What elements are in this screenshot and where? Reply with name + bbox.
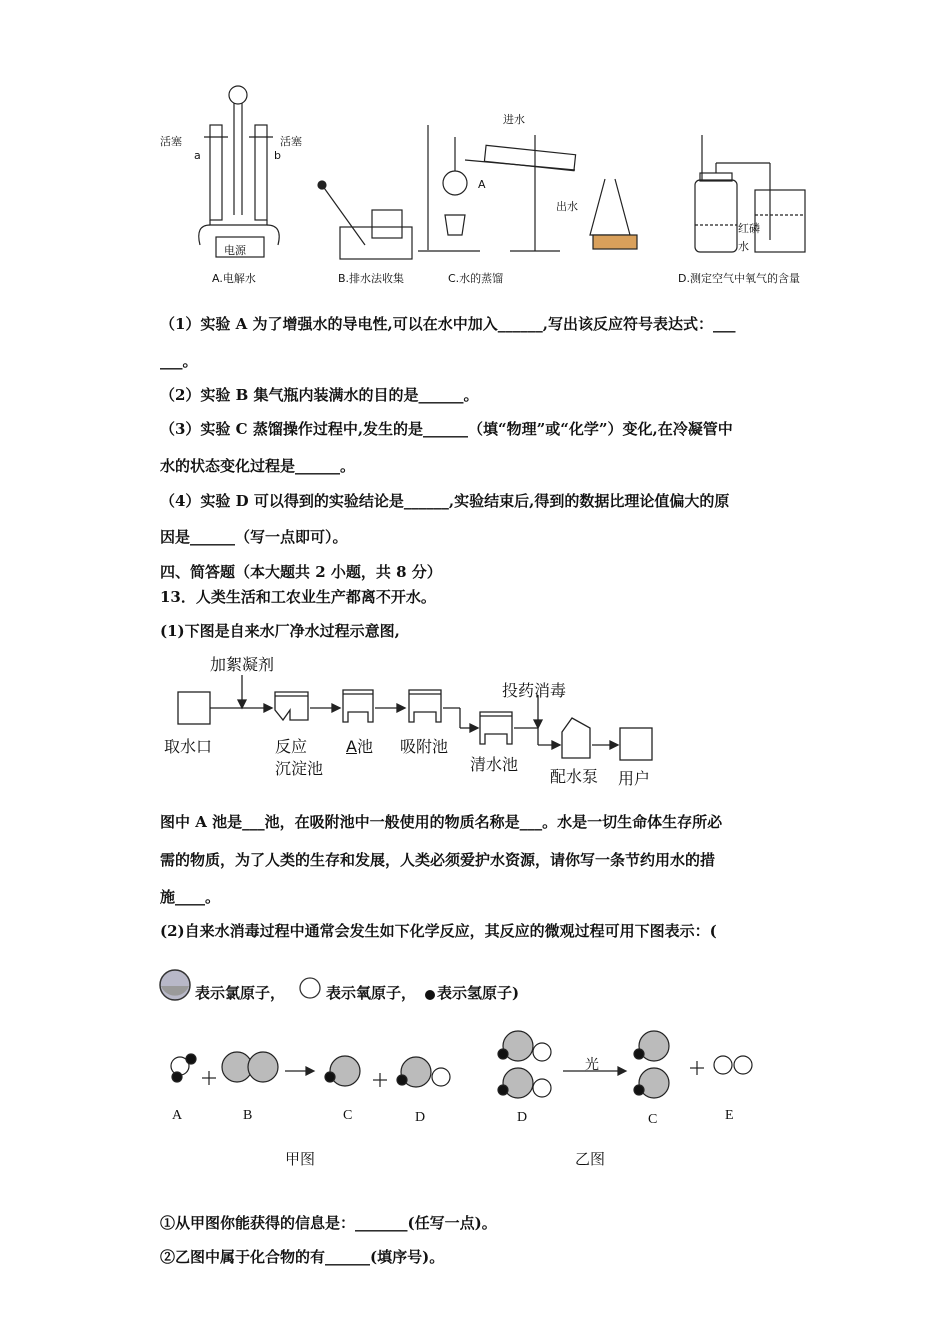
caption-b: B.排水法收集 bbox=[338, 272, 405, 285]
legend-h: 表示氢原子) bbox=[437, 984, 520, 1002]
a-stopcock-right-label: 活塞 bbox=[280, 135, 302, 148]
reaction-label-1: 反应 bbox=[275, 737, 308, 756]
user-box bbox=[620, 728, 652, 760]
c-outlet-label: 出水 bbox=[556, 200, 578, 213]
intake-label: 取水口 bbox=[164, 737, 213, 756]
a-power-label: 电源 bbox=[224, 244, 246, 257]
q4-line1: （4）实验 D 可以得到的实验结论是______,实验结束后,得到的数据比理论值偏大的原 bbox=[160, 492, 730, 510]
p1-line1: 图中 A 池是___池，在吸附池中一般使用的物质名称是___。水是一切生命体生存所必 bbox=[160, 813, 723, 831]
sub-question-1: ①从甲图你能获得的信息是：_______(任写一点)。 bbox=[160, 1214, 497, 1232]
c-flask-label: A bbox=[478, 178, 486, 191]
q2: （2）实验 B 集气瓶内装满水的目的是______。 bbox=[160, 386, 479, 404]
a-stopcock-left-label: 活塞 bbox=[160, 135, 182, 148]
section-heading: 四、简答题（本大题共 2 小题，共 8 分） bbox=[160, 563, 442, 581]
q4-line2: 因是______（写一点即可）。 bbox=[160, 528, 348, 546]
molecule-b-cl2 bbox=[248, 1052, 278, 1082]
adsorption-label: 吸附池 bbox=[400, 737, 449, 756]
p1-line2: 需的物质，为了人类的生存和发展，人类必须爱护水资源，请你写一条节约用水的措 bbox=[160, 851, 716, 869]
label-a: A bbox=[172, 1108, 183, 1123]
d-water-label: 水 bbox=[738, 240, 749, 253]
clear-pool-label: 清水池 bbox=[470, 755, 519, 774]
a-tube-left-label: a bbox=[194, 149, 201, 162]
caption-d: D.测定空气中氧气的含量 bbox=[678, 272, 800, 285]
molecule-c-cl bbox=[330, 1056, 360, 1086]
legend-cl: 表示氯原子， bbox=[195, 984, 286, 1002]
a-tube-right-label: b bbox=[274, 149, 281, 162]
flow-diagram bbox=[160, 650, 660, 790]
jia-title: 甲图 bbox=[285, 1150, 316, 1168]
caption-c: C.水的蒸馏 bbox=[448, 272, 504, 285]
p1-line3: 施____。 bbox=[160, 888, 221, 906]
apparatus-figure bbox=[150, 75, 830, 290]
pool-a-suffix: 池 bbox=[356, 737, 373, 756]
q1-line1: （1）实验 A 为了增强水的导电性,可以在水中加入______,写出该反应符号表达式：___ bbox=[160, 315, 736, 333]
label-c: C bbox=[343, 1108, 353, 1123]
label-b: B bbox=[243, 1108, 253, 1123]
label-yi-e: E bbox=[725, 1108, 734, 1123]
label-yi-c: C bbox=[648, 1112, 658, 1127]
reaction-drawing bbox=[160, 1020, 770, 1180]
caption-a: A.电解水 bbox=[212, 272, 256, 285]
coagulant-label: 加絮凝剂 bbox=[210, 655, 275, 674]
clear-pool bbox=[480, 712, 512, 744]
reaction-figure bbox=[160, 1020, 770, 1180]
yi-title: 乙图 bbox=[575, 1150, 606, 1168]
pool-a bbox=[343, 690, 373, 722]
pump-label: 配水泵 bbox=[550, 767, 599, 786]
pool-a-letter: A bbox=[346, 737, 357, 756]
q1-line2: ___。 bbox=[160, 352, 198, 370]
q13: 13．人类生活和工农业生产都离不开水。 bbox=[160, 588, 436, 606]
sub-question-2: ②乙图中属于化合物的有______(填序号)。 bbox=[160, 1248, 445, 1266]
label-yi-d: D bbox=[517, 1110, 528, 1125]
intake-box bbox=[178, 692, 210, 724]
oxygen-atom-icon bbox=[298, 976, 322, 1000]
q13-1: (1)下图是自来水厂净水过程示意图, bbox=[160, 622, 400, 640]
apparatus-drawing bbox=[150, 75, 830, 290]
adsorption-pool bbox=[409, 690, 441, 722]
q3-line2: 水的状态变化过程是______。 bbox=[160, 457, 356, 475]
q13-2: (2)自来水消毒过程中通常会发生如下化学反应，其反应的微观过程可用下图表示：( bbox=[160, 922, 717, 940]
light-label: 光 bbox=[585, 1057, 599, 1073]
hydrogen-atom-icon bbox=[423, 988, 437, 1002]
label-d: D bbox=[415, 1110, 426, 1125]
atom-legend bbox=[158, 968, 678, 1004]
pool-a-label bbox=[346, 734, 373, 757]
q3-line1: （3）实验 C 蒸馏操作过程中,发生的是______（填“物理”或“化学”）变化,在冷凝管中 bbox=[160, 420, 733, 438]
reaction-label-2: 沉淀池 bbox=[275, 759, 324, 778]
user-label: 用户 bbox=[618, 769, 651, 788]
pump-shape bbox=[562, 718, 590, 758]
chlorine-atom-icon bbox=[158, 968, 192, 1002]
legend-o: 表示氧原子， bbox=[326, 984, 417, 1002]
disinfect-label: 投药消毒 bbox=[502, 681, 567, 700]
d-phosphorus-label: 红磷 bbox=[738, 222, 760, 235]
c-inlet-label: 进水 bbox=[503, 113, 525, 126]
